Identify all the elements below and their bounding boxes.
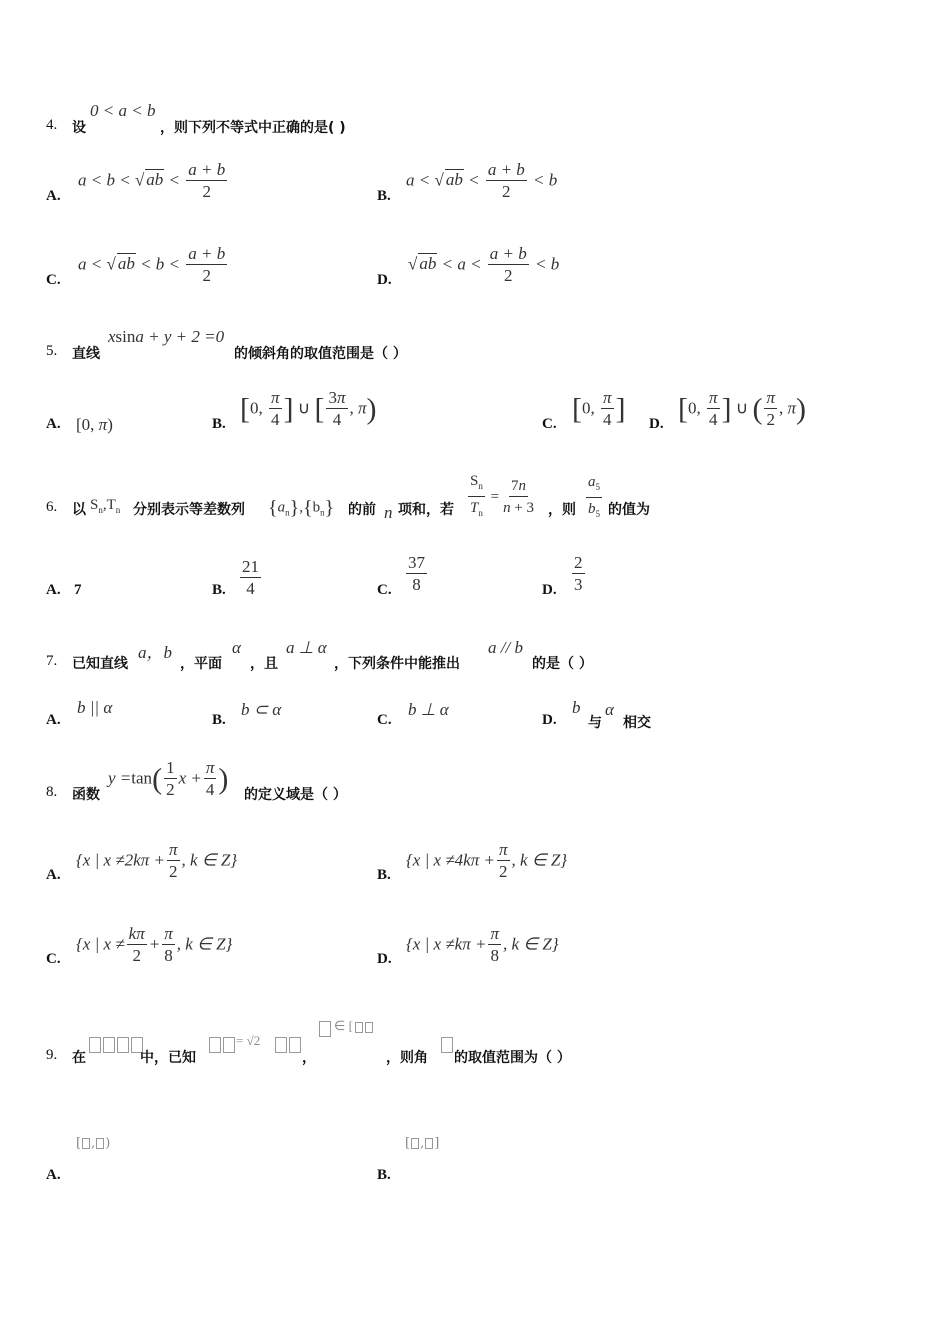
question-number: 5. — [46, 343, 58, 359]
question-text: 分别表示等差数列 — [133, 502, 245, 518]
question-prefix: 在 — [72, 1050, 86, 1066]
missing-glyph-placeholder — [208, 1034, 236, 1053]
missing-glyph-placeholder — [88, 1034, 144, 1053]
option-label[interactable]: A. — [46, 582, 61, 598]
option-formula[interactable]: {x | x ≠4kπ + $\frac{\pi}{2}$ , k ∈ Z} — [406, 840, 568, 881]
option-formula[interactable]: b || α — [77, 698, 113, 717]
option-label[interactable]: D. — [377, 272, 392, 288]
question-stem: 的定义域是（ ） — [244, 787, 347, 803]
option-label[interactable]: D. — [542, 712, 557, 728]
question-number: 4. — [46, 117, 58, 133]
question-text: 项和，若 — [398, 502, 454, 518]
option-label[interactable]: B. — [377, 867, 391, 883]
option-text[interactable]: 与 — [588, 715, 602, 731]
option-label[interactable]: B. — [212, 712, 226, 728]
option-formula[interactable]: a < b < √ ab < $\frac{a + b}{2}$ — [78, 160, 226, 201]
option-formula[interactable]: [0, $\frac{\pi}{4}$ ] — [572, 388, 626, 429]
option-formula[interactable]: $\frac{2}{3}$ — [574, 553, 583, 594]
question-text: ，下列条件中能推出 — [334, 656, 460, 672]
sequence-names: $\{a_n\},\{b_n\}$ — [268, 497, 335, 519]
option-label[interactable]: C. — [377, 712, 392, 728]
missing-glyph-placeholder — [274, 1034, 302, 1053]
option-formula[interactable]: {x | x ≠2kπ + $\frac{\pi}{2}$ , k ∈ Z} — [76, 840, 238, 881]
question-prefix: 直线 — [72, 346, 100, 362]
option-label[interactable]: B. — [212, 582, 226, 598]
question-condition: a ⊥ α — [286, 638, 327, 657]
option-formula[interactable]: [0, $\frac{\pi}{4}$ ] ∪ [ $\frac{3\pi}{4}$ , π) — [240, 388, 377, 429]
question-text: ，平面 — [180, 656, 222, 672]
option-formula[interactable]: b ⊥ α — [408, 700, 449, 719]
option-label[interactable]: B. — [377, 1167, 391, 1183]
option-formula[interactable]: √ ab < a < $\frac{a + b}{2}$ < b — [408, 244, 560, 285]
question-text: 中，已知 — [140, 1050, 196, 1066]
option-formula[interactable]: 7 — [74, 582, 82, 598]
option-label[interactable]: D. — [542, 582, 557, 598]
option-formula[interactable]: $\frac{21}{4}$ — [242, 557, 259, 598]
option-label[interactable]: A. — [46, 416, 61, 432]
question-text: ，且 — [250, 656, 278, 672]
question-number: 6. — [46, 499, 58, 515]
option-formula[interactable]: b ⊂ α — [241, 700, 282, 719]
line-variables: a，b — [138, 643, 172, 662]
partial-range: ∈ [ — [334, 1018, 353, 1033]
question-text: ， — [302, 1050, 316, 1066]
variable-n: n — [384, 503, 393, 522]
ratio-asked: $\frac{a_5}{b_5}$ — [588, 474, 600, 519]
question-prefix: 以 — [72, 502, 86, 518]
ratio-condition: $\frac{S_n}{T_n}$ = $\frac{7n}{n + 3}$ — [470, 473, 535, 518]
question-stem: 的取值范围为（ ） — [454, 1050, 571, 1066]
option-variable-b[interactable]: b — [572, 698, 581, 717]
plane-variable: α — [232, 638, 241, 657]
option-label[interactable]: B. — [212, 416, 226, 432]
option-formula[interactable]: $\frac{37}{8}$ — [408, 553, 425, 594]
question-condition: xsina + y + 2 =0 — [108, 327, 225, 346]
option-label[interactable]: B. — [377, 188, 391, 204]
option-label[interactable]: C. — [377, 582, 392, 598]
option-label[interactable]: D. — [649, 416, 664, 432]
partial-condition: = √2 — [236, 1033, 261, 1048]
missing-glyph-placeholder — [440, 1034, 454, 1053]
option-formula[interactable]: a < √ ab < b < $\frac{a + b}{2}$ — [78, 244, 226, 285]
option-label[interactable]: D. — [377, 951, 392, 967]
question-number: 9. — [46, 1047, 58, 1063]
option-formula[interactable]: [0, $\frac{\pi}{4}$ ] ∪ ( $\frac{\pi}{2}$ , π) — [678, 388, 807, 429]
target-relation: a // b — [488, 638, 523, 657]
option-formula[interactable]: [0, π) — [76, 415, 113, 434]
function-formula: y =tan( $\frac{1}{2}$ x + $\frac{\pi}{4}$ ) — [108, 758, 229, 799]
option-label[interactable]: A. — [46, 1167, 61, 1183]
option-formula[interactable]: a < √ ab < $\frac{a + b}{2}$ < b — [406, 160, 558, 201]
missing-glyph-placeholder — [318, 1018, 332, 1037]
question-prefix: 已知直线 — [72, 656, 128, 672]
option-formula[interactable]: {x | x ≠kπ + $\frac{\pi}{8}$ , k ∈ Z} — [406, 924, 559, 965]
question-prefix: 函数 — [72, 787, 100, 803]
question-text: 的前 — [348, 502, 376, 518]
question-number: 7. — [46, 653, 58, 669]
question-stem: 的值为 — [608, 502, 650, 518]
question-condition: 0 < a < b — [90, 101, 156, 120]
question-stem: ，则下列不等式中正确的是( ) — [160, 120, 346, 136]
option-label[interactable]: C. — [46, 272, 61, 288]
question-text: ，则 — [548, 502, 576, 518]
option-label[interactable]: C. — [542, 416, 557, 432]
question-stem: 的是（ ） — [532, 656, 593, 672]
option-formula-placeholder[interactable]: [ , ) — [76, 1136, 111, 1151]
option-formula-placeholder[interactable]: [ , ] — [405, 1136, 440, 1151]
option-variable-alpha[interactable]: α — [605, 700, 614, 719]
question-stem: 的倾斜角的取值范围是（ ） — [234, 346, 407, 362]
question-text: ，则角 — [386, 1050, 428, 1066]
option-text[interactable]: 相交 — [623, 715, 651, 731]
option-label[interactable]: A. — [46, 867, 61, 883]
option-label[interactable]: A. — [46, 188, 61, 204]
option-label[interactable]: A. — [46, 712, 61, 728]
sequence-sums: $S_n,T_n$ — [90, 497, 121, 515]
question-number: 8. — [46, 784, 58, 800]
missing-glyph-placeholder — [354, 1017, 374, 1036]
option-formula[interactable]: {x | x ≠ $\frac{k\pi}{2}$ + $\frac{\pi}{8}$ , k ∈ Z} — [76, 924, 233, 965]
question-prefix: 设 — [72, 120, 86, 136]
option-label[interactable]: C. — [46, 951, 61, 967]
